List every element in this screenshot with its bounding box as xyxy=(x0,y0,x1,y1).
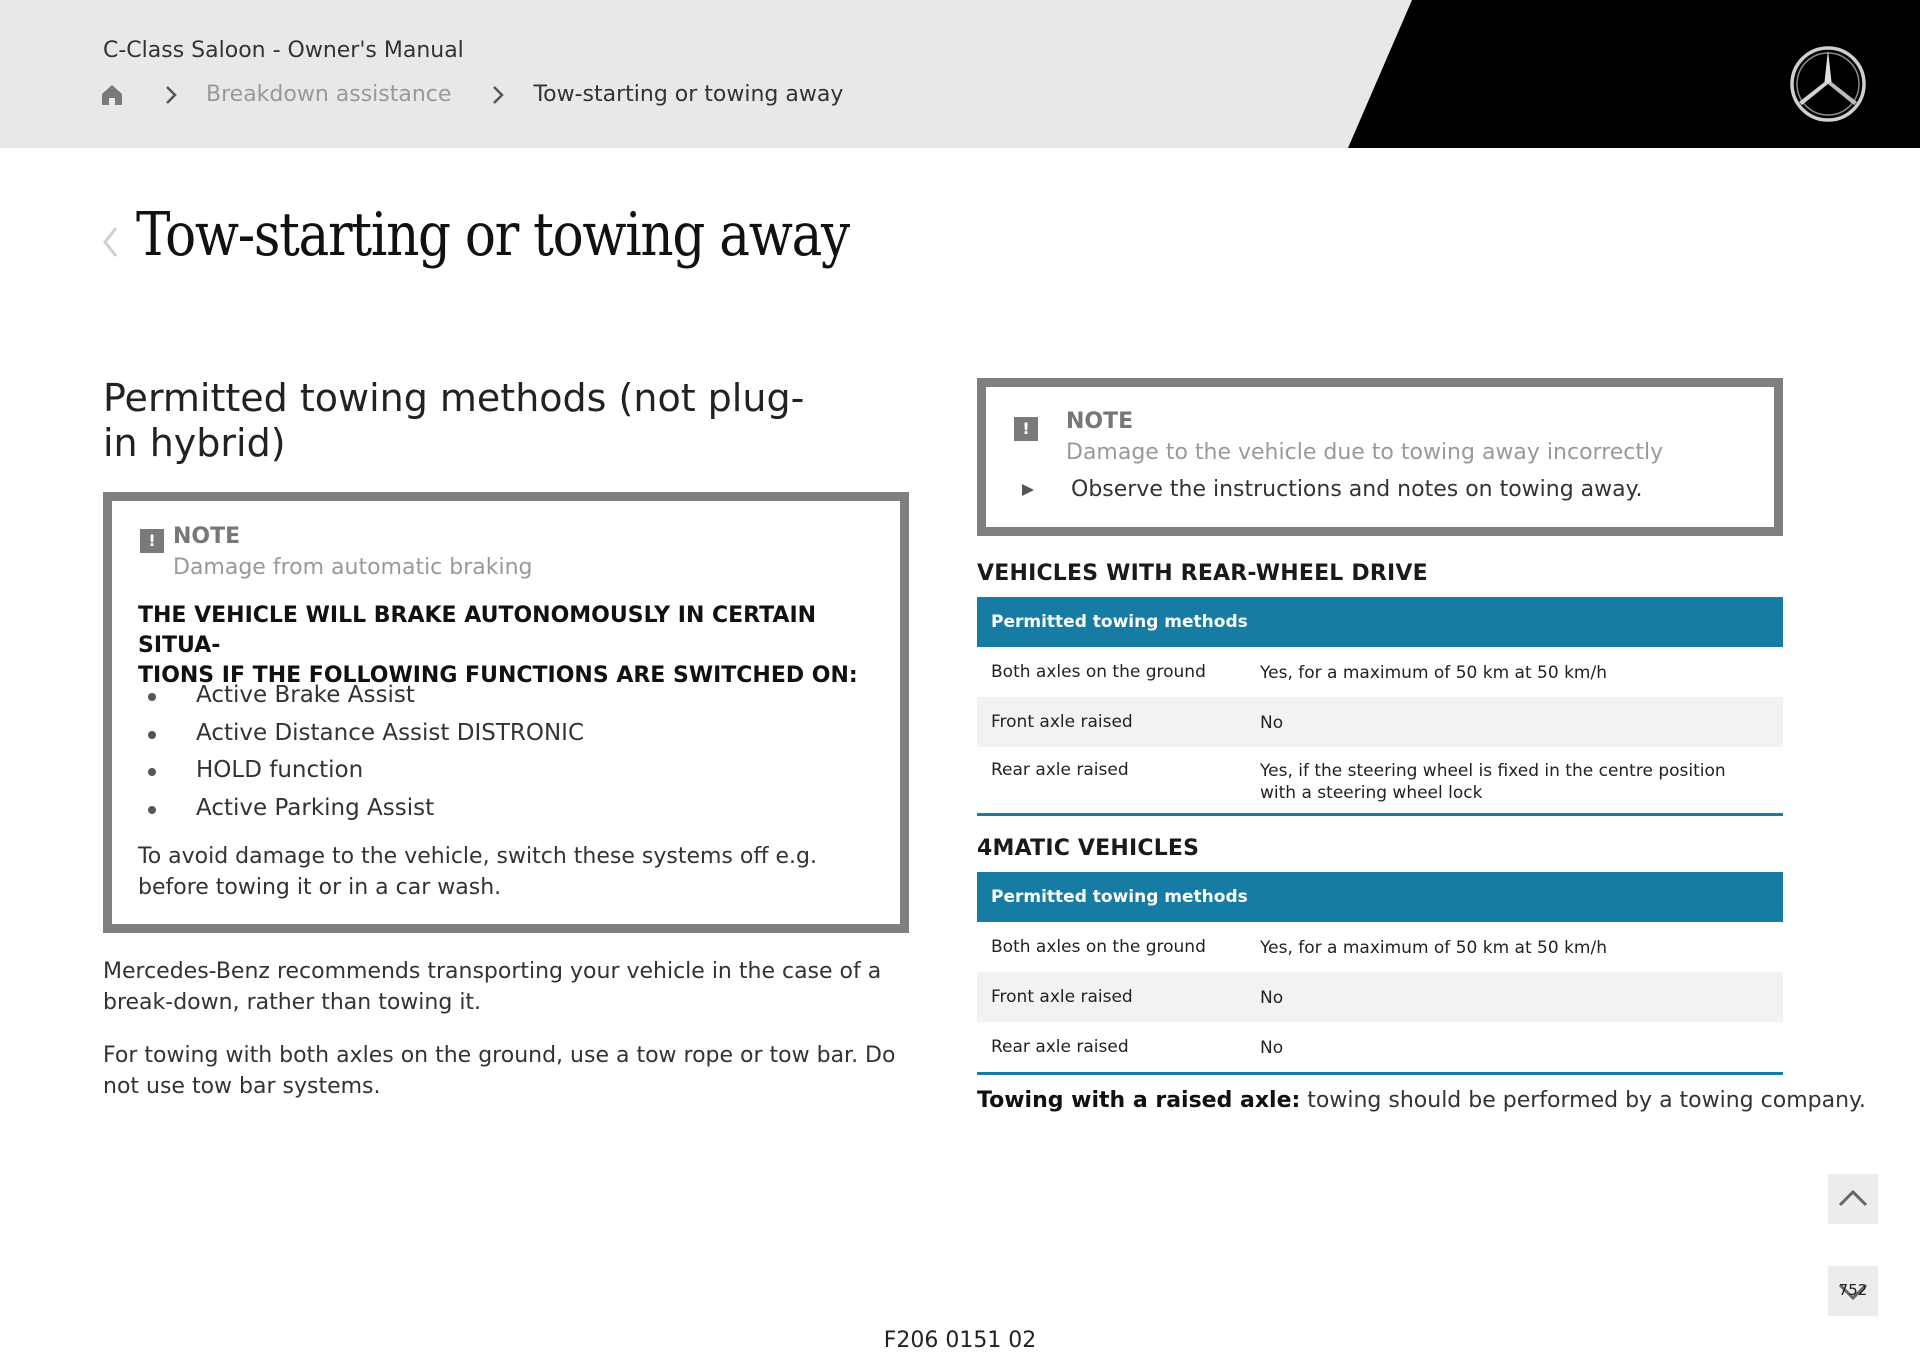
list-item-label: Active Brake Assist xyxy=(196,682,415,708)
manual-title: C-Class Saloon - Owner's Manual xyxy=(103,38,464,63)
list-item xyxy=(138,752,584,790)
list-item-label: HOLD function xyxy=(196,757,364,783)
table-cell-value: Yes, for a maximum of 50 km at 50 km/h xyxy=(1260,663,1607,683)
note-subtitle: Damage from automatic braking xyxy=(173,555,533,580)
page-number: 752 xyxy=(1838,1281,1868,1299)
raised-axle-note xyxy=(977,1088,1866,1113)
note-warning-line: THE VEHICLE WILL BRAKE AUTONOMOUSLY IN CERTAIN SITUA- xyxy=(138,603,817,658)
note-box-towing-incorrectly xyxy=(977,378,1783,536)
table-cell-value: Yes, if the steering wheel is fixed in the centre position with a steering wheel lock xyxy=(1260,761,1726,803)
scroll-up-button[interactable] xyxy=(1828,1174,1878,1224)
list-item xyxy=(138,790,584,828)
paragraph-recommendation: Mercedes-Benz recommends transporting your vehicle in the case of a break-down, rather than towing it. xyxy=(103,959,882,1015)
bullet-icon xyxy=(148,731,156,739)
table-row xyxy=(977,697,1783,747)
chevron-right-icon xyxy=(164,84,178,106)
table-row xyxy=(977,747,1783,813)
note-label: NOTE xyxy=(173,524,241,549)
bullet-icon xyxy=(148,806,156,814)
note-instruction: Observe the instructions and notes on towing away. xyxy=(1071,477,1643,502)
page-title: Tow-starting or towing away xyxy=(136,200,849,270)
scroll-down-button[interactable] xyxy=(1828,1266,1878,1316)
table-cell-method: Both axles on the ground xyxy=(991,937,1206,957)
table-header: Permitted towing methods xyxy=(977,597,1783,647)
note-outro: To avoid damage to the vehicle, switch these systems off e.g. before towing it or in a car wash. xyxy=(138,844,817,900)
table-cell-value: No xyxy=(1260,1038,1284,1058)
rwd-heading: VEHICLES WITH REAR-WHEEL DRIVE xyxy=(977,561,1428,586)
breadcrumb xyxy=(100,82,843,107)
bullet-icon xyxy=(148,768,156,776)
4matic-towing-table xyxy=(977,872,1783,1075)
mercedes-star-logo[interactable] xyxy=(1788,44,1868,124)
chevron-right-icon xyxy=(491,84,505,106)
header-black-panel xyxy=(0,0,1920,148)
table-cell-method: Both axles on the ground xyxy=(991,662,1206,682)
table-row xyxy=(977,647,1783,697)
list-item-label: Active Distance Assist DISTRONIC xyxy=(196,719,585,746)
4matic-heading: 4MATIC VEHICLES xyxy=(977,836,1200,861)
breadcrumb-current: Tow-starting or towing away xyxy=(533,82,844,107)
home-icon[interactable] xyxy=(100,83,124,107)
table-cell-value: No xyxy=(1260,988,1284,1008)
table-cell-method: Rear axle raised xyxy=(991,1037,1129,1057)
rwd-towing-table xyxy=(977,597,1783,816)
back-chevron-icon[interactable] xyxy=(100,222,120,262)
warning-icon: ! xyxy=(140,529,164,553)
note-subtitle: Damage to the vehicle due to towing away incorrectly xyxy=(1066,440,1664,465)
raised-axle-note-label: Towing with a raised axle: xyxy=(977,1088,1301,1113)
note-box-automatic-braking xyxy=(103,492,909,933)
table-cell-method: Rear axle raised xyxy=(991,760,1129,780)
table-row xyxy=(977,972,1783,1022)
note-warning-line: TIONS IF THE FOLLOWING FUNCTIONS ARE SWITCHED ON: xyxy=(138,663,858,688)
arrow-right-icon xyxy=(1021,483,1035,497)
note-label: NOTE xyxy=(1066,409,1134,434)
chevron-up-icon xyxy=(1828,1174,1878,1224)
breadcrumb-link-breakdown[interactable]: Breakdown assistance xyxy=(206,82,452,107)
list-item-label: Active Parking Assist xyxy=(196,794,435,821)
table-row xyxy=(977,922,1783,972)
table-cell-value: Yes, for a maximum of 50 km at 50 km/h xyxy=(1260,938,1607,958)
paragraph-tow-rope: For towing with both axles on the ground, use a tow rope or tow bar. Do not use tow bar systems. xyxy=(103,1043,896,1099)
function-list xyxy=(138,677,584,827)
page-header xyxy=(0,0,1920,148)
warning-icon: ! xyxy=(1014,417,1038,441)
raised-axle-note-text: towing should be performed by a towing company. xyxy=(1300,1088,1866,1113)
bullet-icon xyxy=(148,693,156,701)
table-cell-value: No xyxy=(1260,713,1284,733)
table-cell-method: Front axle raised xyxy=(991,987,1133,1007)
table-header: Permitted towing methods xyxy=(977,872,1783,922)
list-item xyxy=(138,715,584,753)
list-item xyxy=(138,677,584,715)
footer-code: F206 0151 02 xyxy=(883,1328,1037,1353)
section-title: Permitted towing methods (not plug-in hybrid) xyxy=(103,376,805,465)
table-cell-method: Front axle raised xyxy=(991,712,1133,732)
table-row xyxy=(977,1022,1783,1072)
